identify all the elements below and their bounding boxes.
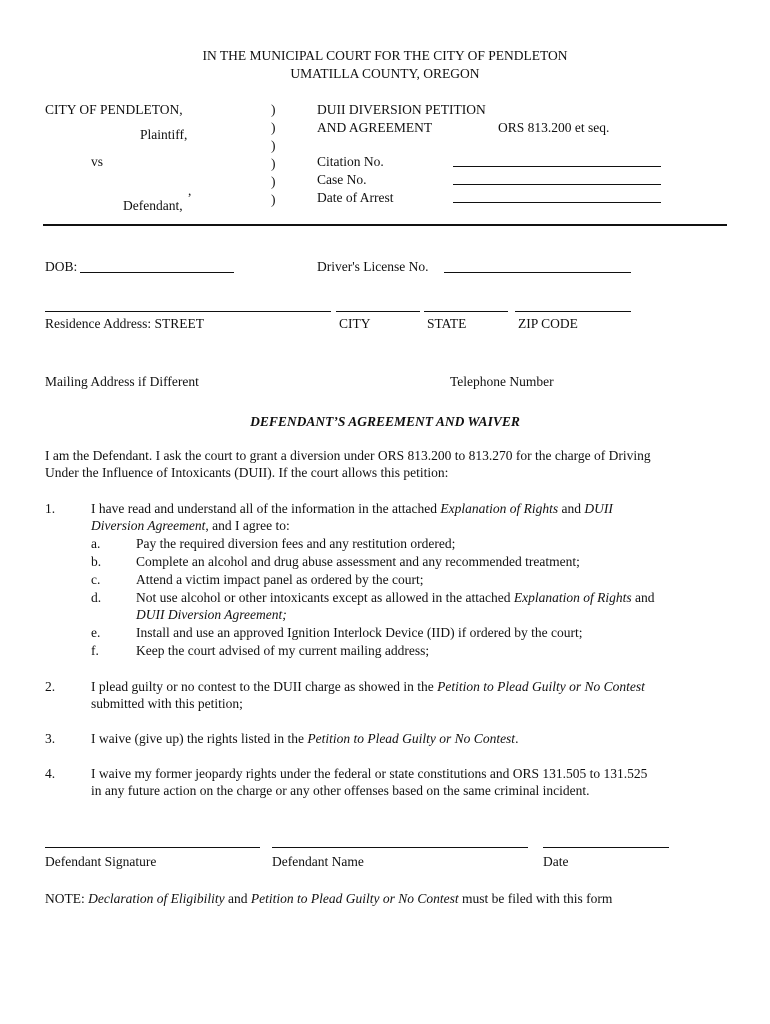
note-prefix: NOTE: — [45, 891, 89, 906]
state-field[interactable] — [424, 311, 508, 312]
item-2-line-1 — [91, 678, 645, 696]
sub-item-text: Complete an alcohol and drug abuse assessment and any recommended treatment; — [136, 554, 580, 569]
license-label: Driver's License No. — [317, 259, 429, 274]
caption-paren: ) — [271, 174, 276, 189]
sub-item-letter: e. — [91, 625, 101, 640]
mailing-address-label: Mailing Address if Different — [45, 374, 199, 389]
telephone-label: Telephone Number — [450, 374, 554, 389]
item-3-number: 3. — [45, 731, 56, 746]
filing-note — [45, 890, 612, 908]
caption-paren: ) — [271, 138, 276, 153]
note-suffix: must be filed with this form — [458, 891, 613, 906]
sub-item-d-continued — [136, 606, 287, 624]
caption-divider — [43, 224, 727, 226]
item-1-text: I have read and understand all of the information in the attached — [91, 501, 441, 516]
date-label: Date — [543, 854, 569, 869]
sub-item-d-text: Not use alcohol or other intoxicants except as allowed in the attached — [136, 590, 514, 605]
petition-to-plead-ref: Petition to Plead Guilty or No Contest — [307, 731, 516, 746]
sub-item-text: Attend a victim impact panel as ordered by the court; — [136, 572, 424, 587]
defendant-role: Defendant, — [123, 198, 183, 213]
intro-line-2: Under the Influence of Intoxicants (DUII). If the court allows this petition: — [45, 465, 449, 480]
citation-label: Citation No. — [317, 154, 384, 169]
citation-number-field[interactable] — [453, 166, 661, 167]
diversion-agreement-ref: Diversion Agreement — [91, 518, 206, 533]
date-field[interactable] — [543, 847, 669, 848]
petition-title-line2: AND AGREEMENT — [317, 120, 433, 135]
sub-item-letter: d. — [91, 590, 102, 605]
item-1-line-2 — [91, 517, 290, 535]
sub-item-letter: b. — [91, 554, 102, 569]
plaintiff-role: Plaintiff, — [140, 127, 188, 142]
sub-item-text: Install and use an approved Ignition Interlock Device (IID) if ordered by the court; — [136, 625, 583, 640]
item-3-text: I waive (give up) the rights listed in the — [91, 731, 308, 746]
city-label: CITY — [339, 316, 371, 331]
petition-title-line1: DUII DIVERSION PETITION — [317, 102, 486, 117]
plaintiff-name: CITY OF PENDLETON, — [45, 102, 183, 117]
declaration-of-eligibility-ref: Declaration of Eligibility — [88, 891, 225, 906]
duii-diversion-agreement-ref: DUII Diversion Agreement; — [136, 607, 287, 622]
zip-label: ZIP CODE — [518, 316, 578, 331]
sub-item-letter: c. — [91, 572, 101, 587]
versus-label: vs — [91, 154, 104, 169]
explanation-of-rights-ref: Explanation of Rights — [513, 590, 632, 605]
item-2-text: I plead guilty or no contest to the DUII charge as showed in the — [91, 679, 438, 694]
case-number-field[interactable] — [453, 184, 661, 185]
arrest-date-label: Date of Arrest — [317, 190, 394, 205]
statute-reference: ORS 813.200 et seq. — [498, 120, 610, 135]
defendant-name-placeholder: , — [188, 183, 192, 198]
signature-label: Defendant Signature — [45, 854, 157, 869]
intro-line-1: I am the Defendant. I ask the court to grant a diversion under ORS 813.200 to 813.270 for the charge of Driving — [45, 448, 651, 463]
item-1-number: 1. — [45, 501, 56, 516]
item-2-line-2: submitted with this petition; — [91, 696, 243, 711]
court-name-line: IN THE MUNICIPAL COURT FOR THE CITY OF PENDLETON — [202, 48, 568, 63]
explanation-of-rights-ref: Explanation of Rights — [440, 501, 559, 516]
street-field[interactable] — [45, 311, 331, 312]
county-line: UMATILLA COUNTY, OREGON — [290, 66, 480, 81]
sub-item-text — [136, 589, 655, 607]
item-4-line-2: in any future action on the charge or any other offenses based on the same criminal incident. — [91, 783, 590, 798]
duii-ref: DUII — [584, 501, 613, 516]
case-label: Case No. — [317, 172, 367, 187]
item-1-and: and — [558, 501, 585, 516]
caption-paren: ) — [271, 120, 276, 135]
petition-to-plead-ref: Petition to Plead Guilty or No Contest — [437, 679, 645, 694]
caption-paren: ) — [271, 192, 276, 207]
item-3-period: . — [515, 731, 519, 746]
caption-paren: ) — [271, 102, 276, 117]
license-number-field[interactable] — [444, 272, 631, 273]
item-4-number: 4. — [45, 766, 56, 781]
sub-item-text: Pay the required diversion fees and any restitution ordered; — [136, 536, 456, 551]
item-1-agree-text: , and I agree to: — [205, 518, 290, 533]
agreement-heading: DEFENDANT’S AGREEMENT AND WAIVER — [250, 414, 520, 429]
defendant-signature-field[interactable] — [45, 847, 260, 848]
sub-item-d-and: and — [631, 590, 655, 605]
item-1-line-1 — [91, 500, 613, 518]
residence-address-label: Residence Address: STREET — [45, 316, 204, 331]
note-and: and — [224, 891, 251, 906]
state-label: STATE — [427, 316, 467, 331]
caption-paren: ) — [271, 156, 276, 171]
defendant-name-label: Defendant Name — [272, 854, 364, 869]
item-2-number: 2. — [45, 679, 56, 694]
dob-field[interactable] — [80, 272, 234, 273]
zip-field[interactable] — [515, 311, 631, 312]
dob-label: DOB: — [45, 259, 78, 274]
sub-item-letter: a. — [91, 536, 101, 551]
item-3-line — [91, 730, 518, 748]
sub-item-text: Keep the court advised of my current mailing address; — [136, 643, 430, 658]
item-4-line-1: I waive my former jeopardy rights under the federal or state constitutions and ORS 131.505 to 131.525 — [91, 766, 648, 781]
city-field[interactable] — [336, 311, 420, 312]
sub-item-letter: f. — [91, 643, 99, 658]
arrest-date-field[interactable] — [453, 202, 661, 203]
defendant-name-field[interactable] — [272, 847, 528, 848]
petition-to-plead-ref: Petition to Plead Guilty or No Contest — [250, 891, 459, 906]
